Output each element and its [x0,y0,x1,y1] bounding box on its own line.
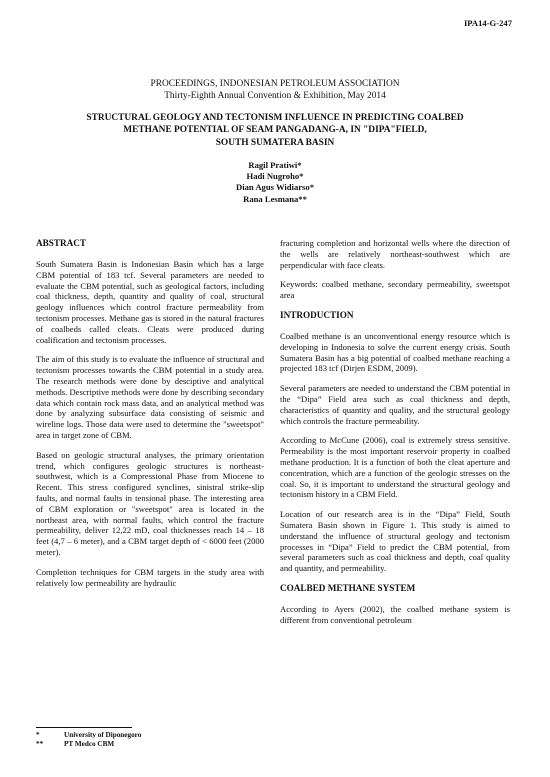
title-line: METHANE POTENTIAL OF SEAM PANGADANG-A, IN "DIPA"FIELD, [123,125,427,136]
abstract-paragraph: South Sumatera Basin is Indonesian Basin which has a large CBM potential of 183 tcf. Several parameters are needed to evaluate the CBM potential, such as geological factors, including coal thickness, depth, quantity and quality of coal, structural geology influences which control fracture permeability from tectonism processes. Methane gas is stored in the natural fractures of coalbeds called cleats. Cleats were produced during coalification and tectonism processes. [36,259,264,345]
introduction-paragraph: Location of our research area is in the “Dipa” Field, South Sumatera Basin shown in Figure 1. This study is aimed to understand the influence of structural geology and tectonism processes in “Dipa” Field to predict the CBM potential, from several parameters such as coal thickness and depth, coal quality and quantity, and permeability. [280,509,510,574]
footnote-text: University of Diponegoro [64,731,142,739]
abstract-paragraph: Based on geologic structural analyses, the primary orientation trend, which configures geologic structures is northeast-southwest, which is a Compressional Phase from Miocene to Recent. This stress configured synclines, sinistral strike-slip faults, and normal faults in tensional phase. The interesting area of CBM exploration or "sweetspot" area is located in the northeast area, with normal faults, which control the fracture permeability, deliver 12,22 mD, coal thicknesses reach 14 – 18 feet (4,7 – 6 meter), and a CBM target depth of < 6000 feet (2000 meter). [36,449,264,557]
left-column [36,238,264,597]
paper-title [40,112,510,149]
abstract-paragraph: Completion techniques for CBM targets in the study area with relatively low permeability are hydraulic [36,566,264,588]
title-line: SOUTH SUMATERA BASIN [215,137,335,148]
right-column [280,238,510,635]
author-list [0,160,550,205]
author: Ragil Pratiwi* [248,160,302,170]
footnote-text: PT Medco CBM [64,740,115,749]
proceedings-header [36,78,514,102]
cbm-system-heading: COALBED METHANE SYSTEM [280,582,416,593]
introduction-paragraph: Several parameters are needed to understand the CBM potential in the “Dipa” Field area such as coal thickness and depth, characteristics of quantity and quality, and the structural geology which controls the fracture permeability. [280,383,510,426]
footnote-mark: ** [36,740,44,749]
author: Hadi Nugroho* [246,171,304,182]
document-code: IPA14-G-247 [463,18,512,28]
convention-line: Thirty-Eighth Annual Convention & Exhibition, May 2014 [164,91,386,101]
introduction-heading: INTRODUCTION [280,309,354,320]
keywords: Keywords: coalbed methane, secondary permeability, sweetspot area [280,279,510,301]
footnote-mark: * [36,731,40,739]
abstract-heading: ABSTRACT [36,238,87,248]
author: Rana Lesmana** [243,193,307,204]
footnote-divider [36,727,132,728]
proceedings-line: PROCEEDINGS, INDONESIAN PETROLEUM ASSOCIATION [150,79,400,89]
abstract-continuation: fracturing completion and horizontal wells where the direction of the wells are relatively northeast-southwest which are perpendicular with face cleats. [280,238,510,270]
introduction-paragraph: According to McCune (2006), coal is extremely stress sensitive. Permeability is the most important reservoir property in coalbed methane production. It is a function of both the cleat aperture and concentration, which are a function of the geologic stresses on the coal. So, it is important to understand the structural geology and tectonism history in a CBM Field. [280,435,510,500]
footnotes [36,731,141,749]
title-line: STRUCTURAL GEOLOGY AND TECTONISM INFLUENCE IN PREDICTING COALBED [86,113,464,123]
footnote [36,731,141,740]
cbm-system-paragraph: According to Ayers (2002), the coalbed methane system is different from conventional petroleum [280,603,510,625]
author: Dian Agus Widiarso* [235,182,314,193]
footnote [36,740,141,749]
introduction-paragraph: Coalbed methane is an unconventional energy resource which is developing in Indonesia to solve the current energy crisis. South Sumatera Basin has a big potential of coalbed methane reaching a projected 183 tcf (Dirjen ESDM, 2009). [280,330,510,374]
abstract-paragraph: The aim of this study is to evaluate the influence of structural and tectonism processes towards the CBM potential in a study area. The research methods were done by desciptive and analytical methods. Descriptive methods were done by describing secondary data which contain rock mass data, and an analytical method was done by analyzing subsurface data consisting of seismic and wireline logs. Those data were used to determine the "sweetspot" area in target zone of CBM. [36,354,264,440]
